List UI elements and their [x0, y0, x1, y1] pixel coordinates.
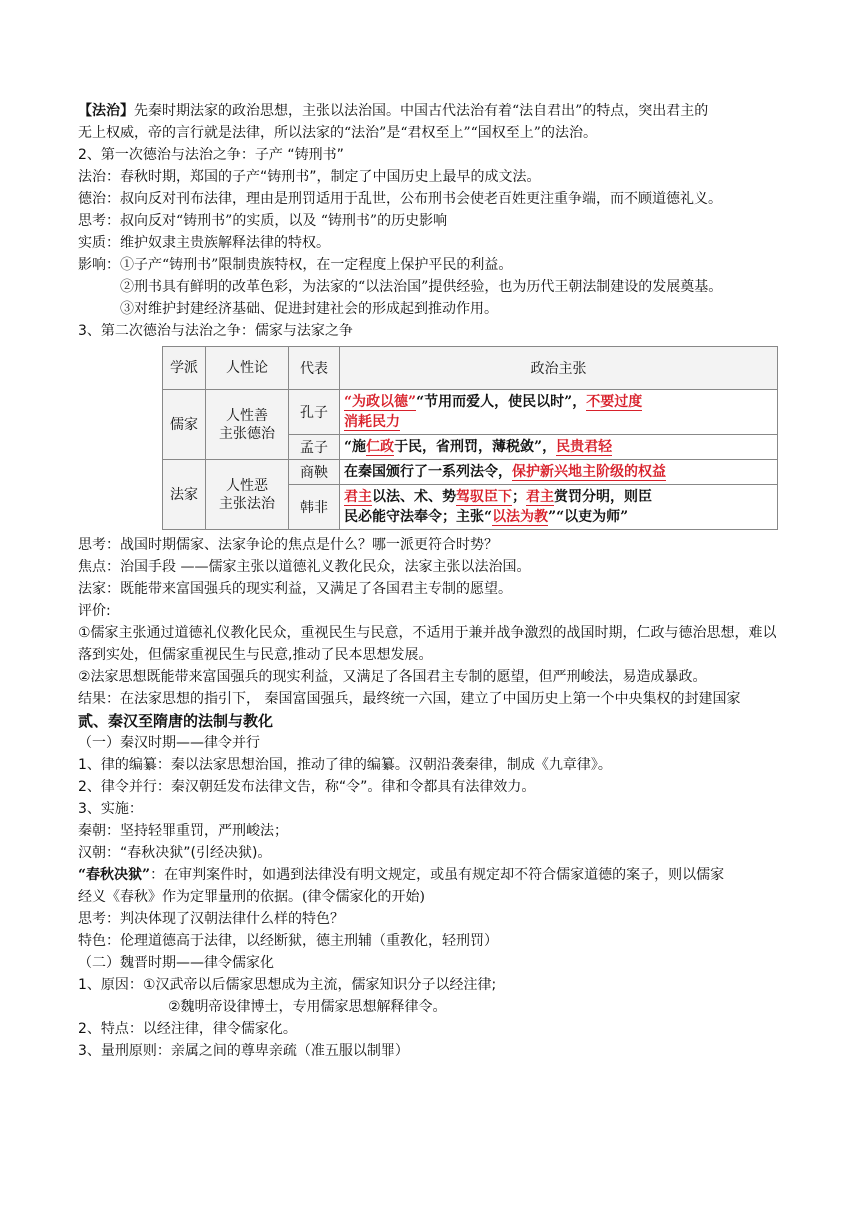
section2-l3: 3、实施：: [78, 801, 143, 817]
kongzi-q4: 消耗民力: [344, 414, 400, 430]
header-rep: 代表: [289, 347, 340, 390]
nature-ru-2: 主张德治: [219, 425, 275, 442]
school-fa: 法家: [163, 460, 206, 530]
header-nature: 人性论: [206, 347, 289, 390]
kongzi-q1: “为政以德”: [344, 394, 417, 410]
first-impact-2: ②刑书具有鲜明的改革色彩，为法家的“以法治国”提供经验，也为历代王朝法制建设的发展奠基。: [120, 279, 723, 295]
document-page: [78, 100, 790, 1062]
first-debate-title: 2、第一次德治与法治之争：子产 “铸刑书”: [78, 147, 344, 163]
header-school: 学派: [163, 347, 206, 390]
table-header-row: [163, 347, 778, 390]
rep-shangyang: 商鞅: [289, 460, 340, 485]
section2-sub2: （二）魏晋时期——律令儒家化: [78, 955, 274, 971]
intro-term: 【法治】: [78, 103, 134, 119]
nature-ru: [206, 390, 289, 460]
policy-shangyang: [340, 460, 778, 485]
nature-ru-1: 人性善: [226, 407, 268, 424]
first-impact-3: ③对维护封建经济基础、促进封建社会的形成起到推动作用。: [120, 301, 498, 317]
intro-line-2: 无上权威，帝的言行就是法律，所以法家的“法治”是“君权至上”“国权至上”的法治。: [78, 125, 597, 141]
section2-think: 思考：判决体现了汉朝法律什么样的特色？: [78, 911, 344, 927]
discussion-think: 思考：战国时期儒家、法家争论的焦点是什么？哪一派更符合时势？: [78, 537, 498, 553]
policy-mengzi: [340, 435, 778, 460]
kongzi-q2: “节用而爱人，使民以时”，: [416, 394, 587, 410]
section2-cq-1: [78, 864, 790, 886]
kongzi-q3: 不要过度: [586, 394, 643, 410]
hanfei-p2: 以法、术、势: [372, 489, 456, 505]
shangyang-p2: 保护新兴地主阶级的权益: [512, 464, 666, 480]
section2-r1: 1、原因：①汉武帝以后儒家思想成为主流，儒家知识分子以经注律;: [78, 977, 497, 993]
table-row-kongzi: [163, 390, 778, 435]
section2-han: 汉朝：“春秋决狱”(引经决狱)。: [78, 845, 272, 861]
hanfei-p4: ；: [512, 489, 526, 505]
schools-table: [162, 346, 778, 530]
mengzi-p3: 于民，省刑罚，薄税敛”，: [394, 439, 557, 455]
section2-l2: 2、律令并行：秦汉朝廷发布法律文告，称“令”。律和令都具有法律效力。: [78, 779, 536, 795]
section2-cq-2: 经义《春秋》作为定罪量刑的依据。(律令儒家化的开始): [78, 889, 425, 905]
section2-l1: 1、律的编纂：秦以法家思想治国，推动了律的编纂。汉朝沿袭秦律，制成《九章律》。: [78, 757, 612, 773]
section2-sub1: （一）秦汉时期——律令并行: [78, 735, 260, 751]
discussion-eval-1: ①儒家主张通过道德礼仪教化民众，重视民生与民意，不适用于兼并战争激烈的战国时期，仁政与德治思想，难以落到实处，但儒家重视民生与民意,推动了民本思想发展。: [78, 625, 777, 663]
rep-mengzi: 孟子: [289, 435, 340, 460]
intro-line-1: [78, 100, 790, 122]
section2-f: 2、特点：以经注律，律令儒家化。: [78, 1021, 297, 1037]
discussion-eval-2: ②法家思想既能带来富国强兵的现实利益，又满足了各国君主专制的愿望，但严刑峻法，易造成暴政。: [78, 669, 707, 685]
section2-r2: ②魏明帝设律博士，专用儒家思想解释律令。: [168, 999, 447, 1015]
mengzi-p4: 民贵君轻: [556, 439, 613, 455]
discussion-eval: 评价:: [78, 603, 111, 619]
discussion-result: 结果：在法家思想的指引下， 秦国富国强兵，最终统一六国，建立了中国历史上第一个中央集权的封建国家: [78, 691, 741, 707]
second-debate-title: 3、第二次德治与法治之争：儒家与法家之争: [78, 323, 353, 339]
discussion-fajia: 法家：既能带来富国强兵的现实利益，又满足了各国君主专制的愿望。: [78, 581, 512, 597]
nature-fa: [206, 460, 289, 530]
rep-hanfei: 韩非: [289, 485, 340, 530]
discussion-focus: 焦点：治国手段 ——儒家主张以道德礼义教化民众，法家主张以法治国。: [78, 559, 531, 575]
hanfei-p8: 以法为教: [492, 509, 549, 525]
rep-kongzi: 孔子: [289, 390, 340, 435]
mengzi-p1: “施: [344, 439, 367, 455]
first-dezhi: 德治：叔向反对刊布法律，理由是刑罚适用于乱世，公布刑书会使老百姓更注重争端，而不顾道德礼义。: [78, 191, 722, 207]
policy-hanfei: [340, 485, 778, 530]
cq-term: “春秋决狱”: [78, 867, 151, 883]
hanfei-p1: 君主: [344, 489, 372, 505]
header-policy: 政治主张: [340, 347, 778, 390]
intro-text-1: 先秦时期法家的政治思想，主张以法治国。中国古代法治有着“法自君出”的特点，突出君主的: [134, 103, 709, 119]
section2-p: 3、量刑原则：亲属之间的尊卑亲疏（准五服以制罪）: [78, 1043, 409, 1059]
policy-kongzi: [340, 390, 778, 435]
first-fazhi: 法治：春秋时期，郑国的子产“铸刑书”，制定了中国历史上最早的成文法。: [78, 169, 541, 185]
school-ru: 儒家: [163, 390, 206, 460]
cq-text-1: ：在审判案件时，如遇到法律没有明文规定，或虽有规定却不符合儒家道德的案子，则以儒家: [150, 867, 725, 883]
nature-fa-2: 主张法治: [219, 495, 275, 512]
hanfei-p9: ”“以吏为师”: [548, 509, 629, 525]
shangyang-p1: 在秦国颁行了一系列法令，: [344, 464, 512, 480]
first-impact-1: 影响：①子产“铸刑书”限制贵族特权，在一定程度上保护平民的利益。: [78, 257, 513, 273]
table-row-shangyang: [163, 460, 778, 485]
nature-fa-1: 人性恶: [226, 477, 268, 494]
section2-qin: 秦朝：坚持轻罪重罚，严刑峻法；: [78, 823, 288, 839]
hanfei-p3: 驾驭臣下: [456, 489, 512, 505]
first-think: 思考：叔向反对“铸刑书”的实质，以及 “铸刑书”的历史影响: [78, 213, 448, 229]
hanfei-p6: 赏罚分明，则臣: [554, 489, 652, 505]
first-essence: 实质：维护奴隶主贵族解释法律的特权。: [78, 235, 330, 251]
hanfei-p5: 君主: [526, 489, 554, 505]
section2-feature: 特色：伦理道德高于法律，以经断狱，德主刑辅（重教化，轻刑罚）: [78, 933, 498, 949]
mengzi-p2: 仁政: [366, 439, 395, 455]
hanfei-p7: 民必能守法奉令；主张“: [344, 509, 493, 525]
section2-title: 贰、秦汉至隋唐的法制与教化: [78, 712, 274, 730]
